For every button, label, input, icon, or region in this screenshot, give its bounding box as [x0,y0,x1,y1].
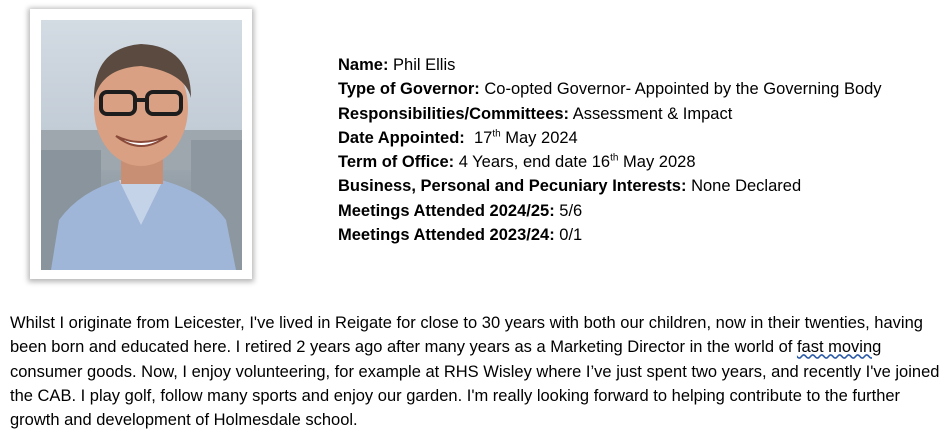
meetings-2023-24-row [338,223,882,247]
date-appointed-row [338,126,882,150]
date-appointed-suffix: th [492,128,501,140]
meetings-2024-25-value: 5/6 [559,201,583,220]
meetings-2024-25-label: Meetings Attended 2024/25: [338,201,555,220]
governor-type-value: Co-opted Governor- Appointed by the Governing Body [484,80,882,99]
interests-row [338,174,882,198]
term-value-prefix: 4 Years, end date 16 [458,153,611,172]
governor-type-row [338,77,882,101]
portrait-illustration [41,20,242,270]
portrait-photo [41,20,242,270]
date-appointed-rest: May 2024 [505,128,578,147]
name-row [338,53,882,77]
biography-part-1: Whilst I originate from Leicester, I've lived in Reigate for close to 30 years with both our children, now in their twenties, having been born and educated here. I retired 2 years ago after many years as a Marketing Director in the world of [10,314,923,357]
date-appointed-day: 17 [473,128,493,147]
biography-paragraph [10,311,940,432]
term-value-rest: May 2028 [623,153,696,172]
responsibilities-value: Assessment & Impact [572,104,733,123]
date-appointed-label: Date Appointed: [338,128,465,147]
interests-label: Business, Personal and Pecuniary Interests: [338,177,687,196]
governor-details [338,53,882,247]
term-label: Term of Office: [338,153,455,172]
biography-part-2: consumer goods. Now, I enjoy volunteering, for example at RHS Wisley where I’ve just spent two years, and recently I've joined the CAB. I play golf, follow many sports and enjoy our garden. I'm really looking forward to helping contribute to the further growth and development of Holmesdale school. [10,362,940,430]
biography-underlined-phrase: fast moving [796,338,882,357]
meetings-2023-24-label: Meetings Attended 2023/24: [338,226,555,245]
name-value: Phil Ellis [393,56,456,74]
portrait-frame [30,9,252,279]
meetings-2024-25-row [338,199,882,223]
responsibilities-label: Responsibilities/Committees: [338,104,570,123]
name-label: Name: [338,56,389,74]
interests-value: None Declared [691,177,802,196]
term-row [338,150,882,174]
meetings-2023-24-value: 0/1 [559,226,583,245]
governor-type-label: Type of Governor: [338,80,480,99]
responsibilities-row [338,102,882,126]
term-value-suffix: th [610,152,619,164]
